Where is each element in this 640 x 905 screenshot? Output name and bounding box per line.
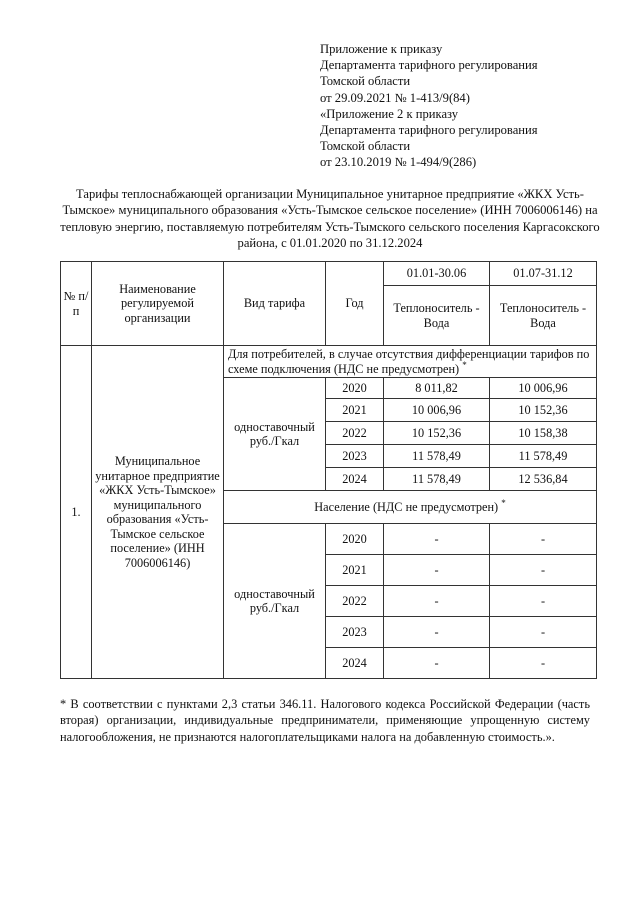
year-cell: 2021 bbox=[326, 399, 384, 422]
tariff-table bbox=[60, 261, 597, 679]
value-cell: - bbox=[490, 648, 597, 679]
year-cell: 2023 bbox=[326, 617, 384, 648]
year-cell: 2020 bbox=[326, 524, 384, 555]
value-cell: - bbox=[490, 524, 597, 555]
header-period-2: 01.07-31.12 bbox=[490, 262, 597, 286]
document-title: Тарифы теплоснабжающей организации Муниципальное унитарное предприятие «ЖКХ Усть-Тымское» муниципального образования «Усть-Тымское сельское поселение» (ИНН 7006006146) на тепловую энергию, поставляемую потребителям Усть-Тымского сельского поселения Каргасокского района, с 01.01.2020 по 31.12.2024 bbox=[60, 187, 600, 250]
footnote-star: * bbox=[462, 359, 467, 370]
value-cell: 10 152,36 bbox=[490, 399, 597, 422]
value-cell: 11 578,49 bbox=[490, 445, 597, 468]
value-cell: 11 578,49 bbox=[384, 468, 490, 491]
value-cell: - bbox=[384, 555, 490, 586]
footnote: * В соответствии с пунктами 2,3 статьи 346.11. Налогового кодекса Российской Федерации (часть вторая) организации, индивидуальные предприниматели, применяющие упрощенную систему налогообложения, не признаются налогоплательщиками налога на добавленную стоимость.». bbox=[60, 697, 590, 744]
header-line: «Приложение 2 к приказу bbox=[320, 106, 459, 121]
year-cell: 2023 bbox=[326, 445, 384, 468]
year-cell: 2024 bbox=[326, 648, 384, 679]
header-carrier-2: Теплоноситель - Вода bbox=[490, 286, 597, 346]
header-line: Томской области bbox=[320, 139, 411, 154]
value-cell: - bbox=[384, 524, 490, 555]
header-line: Томской области bbox=[320, 74, 411, 89]
header-line: от 23.10.2019 № 1-494/9(286) bbox=[320, 155, 477, 170]
value-cell: 10 006,96 bbox=[490, 378, 597, 399]
section-label-general: Для потребителей, в случае отсутствия дифференциации тарифов по схеме подключения (НДС не предусмотрен) * bbox=[224, 346, 597, 378]
value-cell: - bbox=[490, 617, 597, 648]
tariff-type-population: одноставочный руб./Гкал bbox=[224, 524, 326, 679]
header-line: Приложение к приказу bbox=[320, 42, 443, 56]
value-cell: - bbox=[490, 586, 597, 617]
header-num: № п/п bbox=[61, 262, 92, 346]
footnote-star: * bbox=[501, 497, 506, 508]
header-year: Год bbox=[326, 262, 384, 346]
value-cell: 10 152,36 bbox=[384, 422, 490, 445]
value-cell: - bbox=[384, 648, 490, 679]
value-cell: 12 536,84 bbox=[490, 468, 597, 491]
tariff-type-general: одноставочный руб./Гкал bbox=[224, 378, 326, 491]
section-label-population: Население (НДС не предусмотрен) * bbox=[224, 491, 597, 524]
value-cell: - bbox=[384, 586, 490, 617]
header-carrier-1: Теплоноситель - Вода bbox=[384, 286, 490, 346]
value-cell: 10 006,96 bbox=[384, 399, 490, 422]
header-tariff-type: Вид тарифа bbox=[224, 262, 326, 346]
value-cell: 10 158,38 bbox=[490, 422, 597, 445]
value-cell: - bbox=[384, 617, 490, 648]
year-cell: 2020 bbox=[326, 378, 384, 399]
year-cell: 2022 bbox=[326, 422, 384, 445]
year-cell: 2021 bbox=[326, 555, 384, 586]
row-number: 1. bbox=[61, 346, 92, 679]
header-line: Департамента тарифного регулирования bbox=[320, 123, 538, 138]
organization-name: Муниципальное унитарное предприятие «ЖКХ Усть-Тымское» муниципального образования «Усть-Тымское сельское поселение» (ИНН 7006006146) bbox=[92, 346, 224, 679]
header-organization: Наименование регулируемой организации bbox=[92, 262, 224, 346]
header-line: Департамента тарифного регулирования bbox=[320, 58, 538, 73]
value-cell: 8 011,82 bbox=[384, 378, 490, 399]
header-period-1: 01.01-30.06 bbox=[384, 262, 490, 286]
year-cell: 2022 bbox=[326, 586, 384, 617]
order-header bbox=[320, 41, 538, 171]
value-cell: - bbox=[490, 555, 597, 586]
year-cell: 2024 bbox=[326, 468, 384, 491]
value-cell: 11 578,49 bbox=[384, 445, 490, 468]
header-line: от 29.09.2021 № 1-413/9(84) bbox=[320, 90, 470, 105]
